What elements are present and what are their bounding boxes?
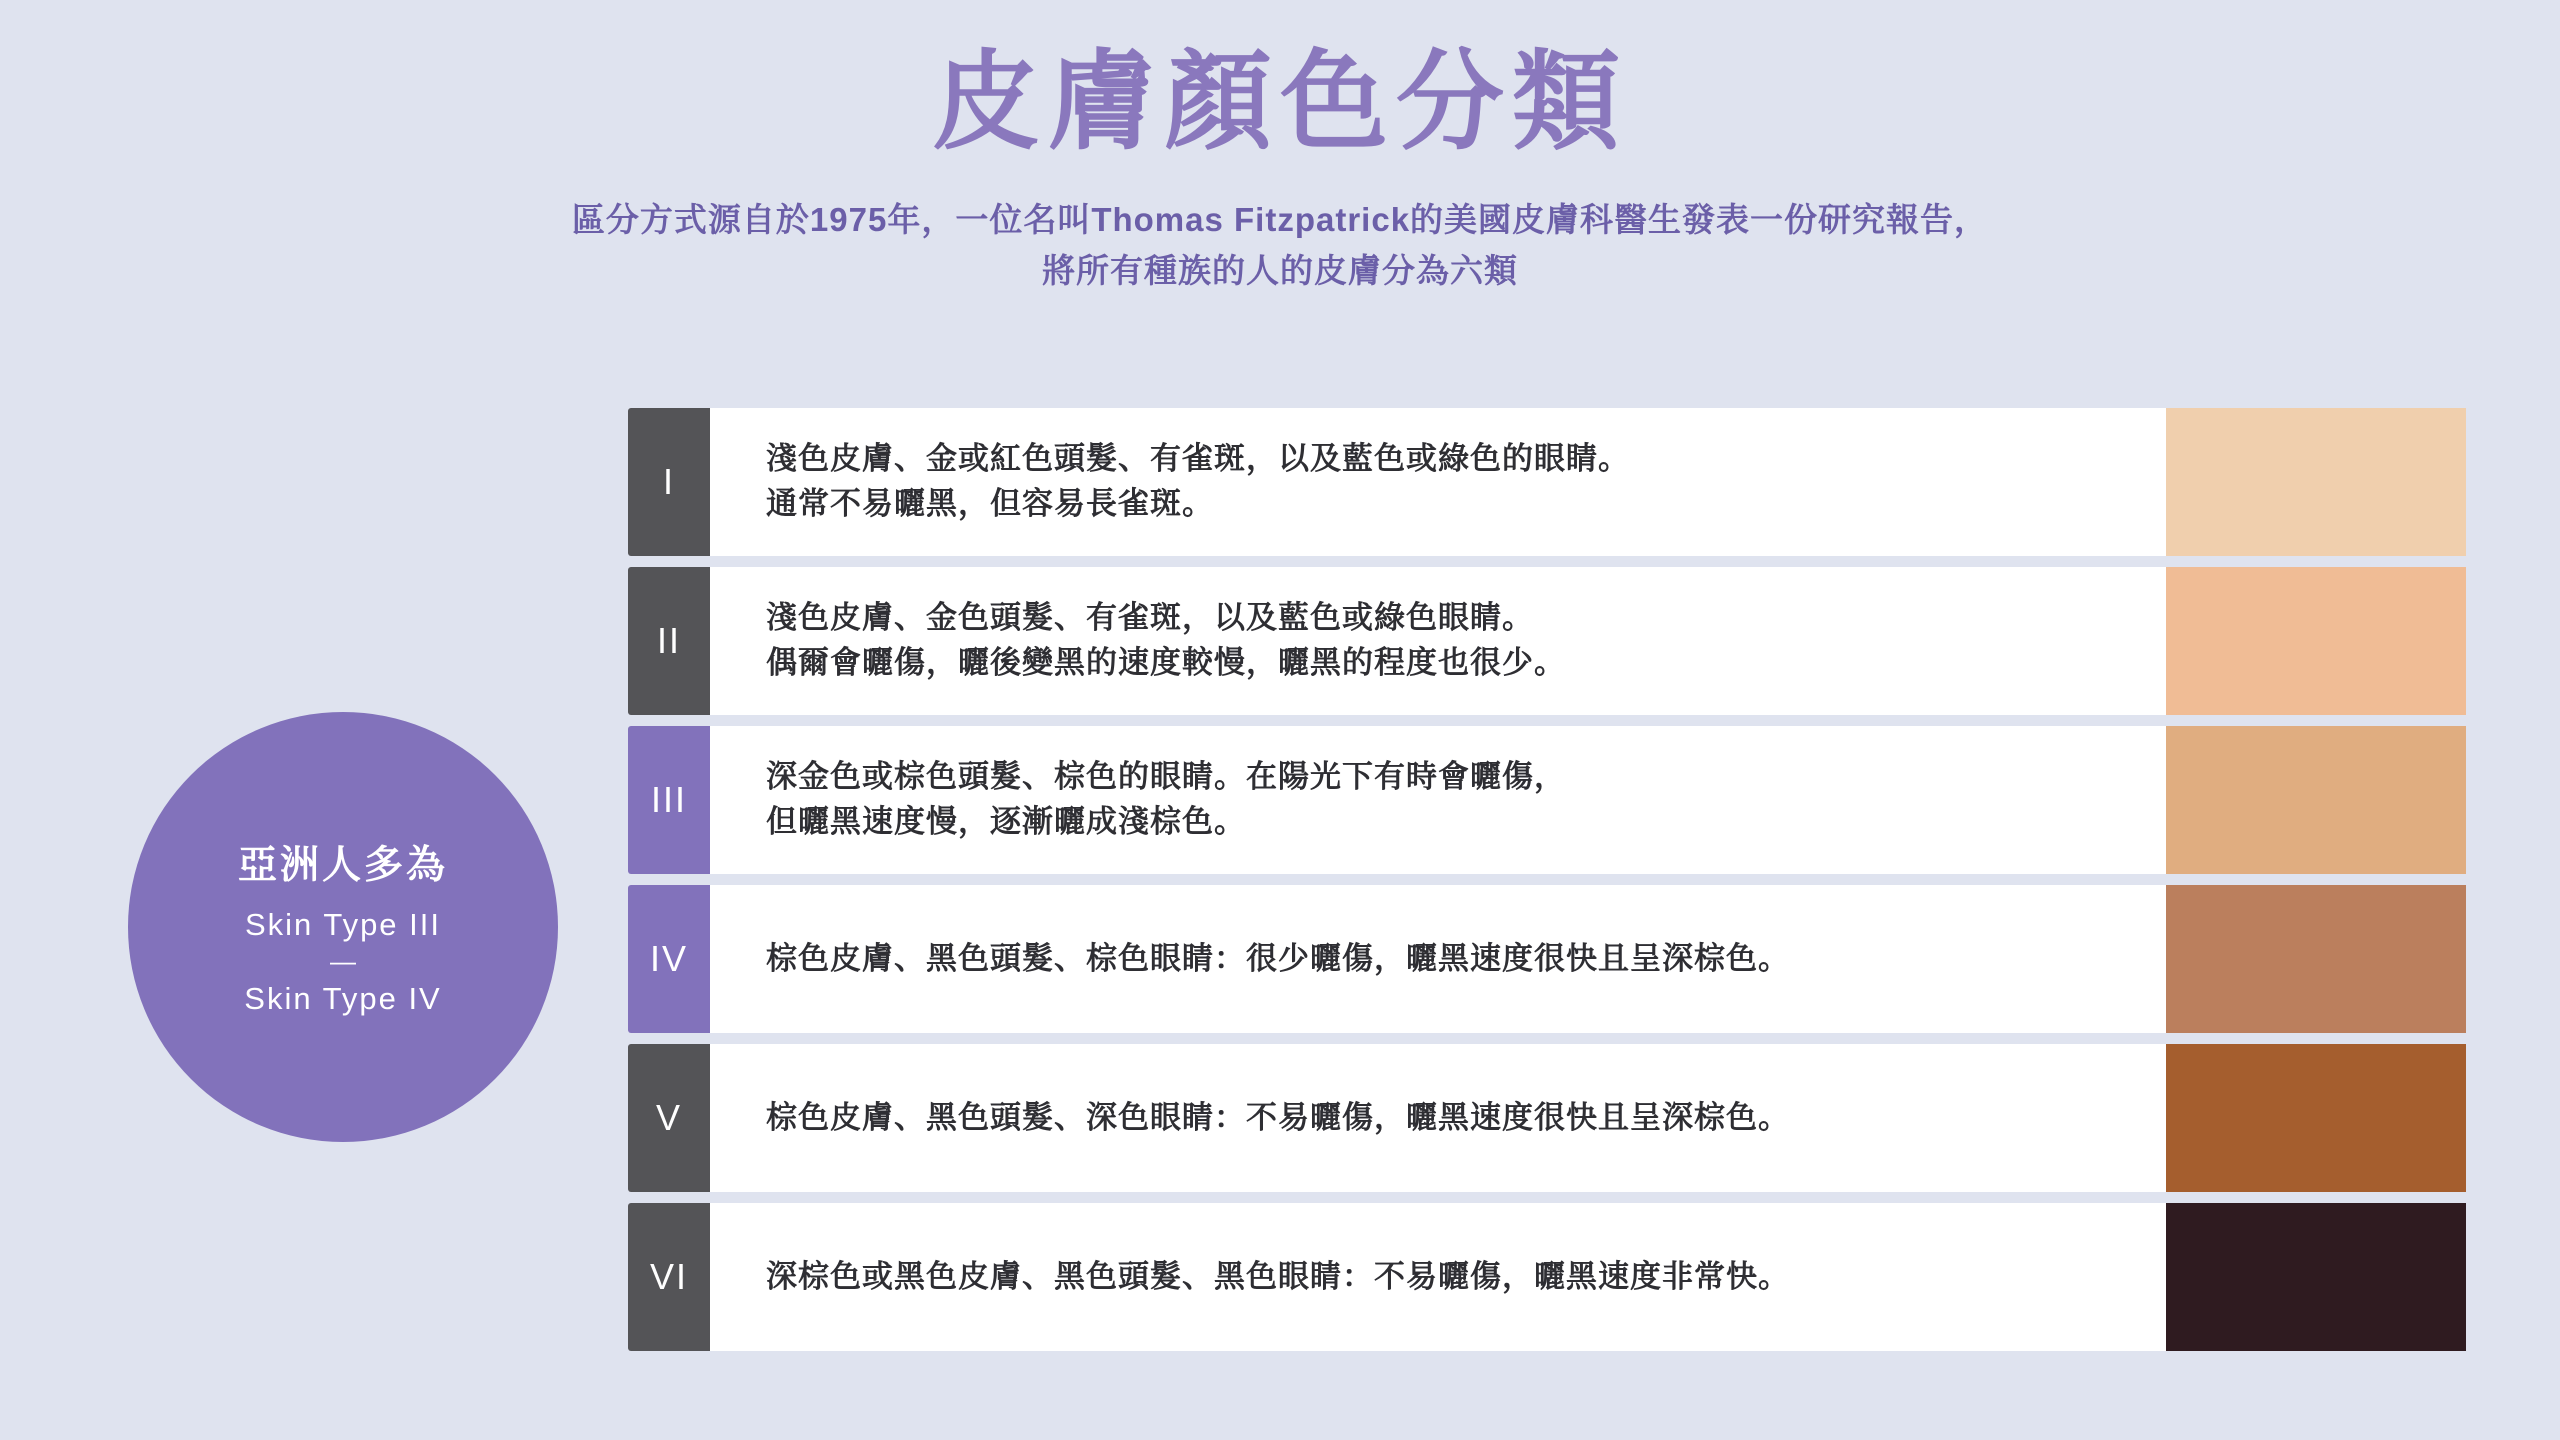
page-title: 皮膚顏色分類 bbox=[931, 41, 1628, 162]
row-description bbox=[710, 1203, 2166, 1351]
row-color-swatch bbox=[2166, 1203, 2466, 1351]
table-row bbox=[628, 408, 2466, 556]
row-description bbox=[710, 408, 2166, 556]
badge-separator: — bbox=[330, 946, 356, 976]
badge-skin-type-secondary: Skin Type IV bbox=[244, 981, 442, 1016]
row-number-badge: V bbox=[628, 1044, 710, 1192]
row-description-line-2: 但曬黑速度慢，逐漸曬成淺棕色。 bbox=[766, 804, 1246, 839]
row-color-swatch bbox=[2166, 567, 2466, 715]
asian-skin-type-badge bbox=[128, 712, 558, 1142]
row-number-badge: II bbox=[628, 567, 710, 715]
row-number-badge: IV bbox=[628, 885, 710, 1033]
row-description-line-1: 棕色皮膚、黑色頭髮、深色眼睛：不易曬傷，曬黑速度很快且呈深棕色。 bbox=[766, 1099, 1790, 1135]
page-subtitle-line-2: 將所有種族的人的皮膚分為六類 bbox=[1042, 252, 1518, 290]
row-description-line-1: 淺色皮膚、金或紅色頭髮、有雀斑，以及藍色或綠色的眼睛。 bbox=[766, 441, 1630, 477]
row-description bbox=[710, 726, 2166, 874]
page-subtitle-line-1: 區分方式源自於1975年，一位名叫Thomas Fitzpatrick的美國皮膚科醫生發表一份研究報告， bbox=[571, 201, 1989, 239]
row-color-swatch bbox=[2166, 885, 2466, 1033]
badge-skin-type-primary: Skin Type III bbox=[244, 907, 441, 943]
row-number-badge: III bbox=[628, 726, 710, 874]
table-row bbox=[628, 567, 2466, 715]
row-description-line-1: 淺色皮膚、金色頭髮、有雀斑，以及藍色或綠色眼睛。 bbox=[766, 600, 1534, 636]
table-row bbox=[628, 726, 2466, 874]
row-description-line-1: 深棕色或黑色皮膚、黑色頭髮、黑色眼睛：不易曬傷，曬黑速度非常快。 bbox=[766, 1258, 1790, 1294]
badge-title: 亞洲人多為 bbox=[237, 844, 448, 888]
row-color-swatch bbox=[2166, 726, 2466, 874]
row-description bbox=[710, 1044, 2166, 1192]
row-description bbox=[710, 885, 2166, 1033]
page-subtitle bbox=[250, 194, 2310, 296]
table-row bbox=[628, 885, 2466, 1033]
row-description-line-1: 棕色皮膚、黑色頭髮、棕色眼睛：很少曬傷，曬黑速度很快且呈深棕色。 bbox=[766, 940, 1790, 976]
row-color-swatch bbox=[2166, 408, 2466, 556]
row-color-swatch bbox=[2166, 1044, 2466, 1192]
row-description-line-1: 深金色或棕色頭髮、棕色的眼睛。在陽光下有時會曬傷， bbox=[766, 759, 1566, 795]
skin-type-list bbox=[628, 408, 2466, 1362]
row-number-badge: I bbox=[628, 408, 710, 556]
row-description-line-2: 偶爾會曬傷，曬後變黑的速度較慢，曬黑的程度也很少。 bbox=[766, 645, 1566, 680]
row-number-badge: VI bbox=[628, 1203, 710, 1351]
page-header bbox=[0, 0, 2560, 296]
table-row bbox=[628, 1044, 2466, 1192]
table-row bbox=[628, 1203, 2466, 1351]
row-description-line-2: 通常不易曬黑，但容易長雀斑。 bbox=[766, 486, 1214, 521]
row-description bbox=[710, 567, 2166, 715]
